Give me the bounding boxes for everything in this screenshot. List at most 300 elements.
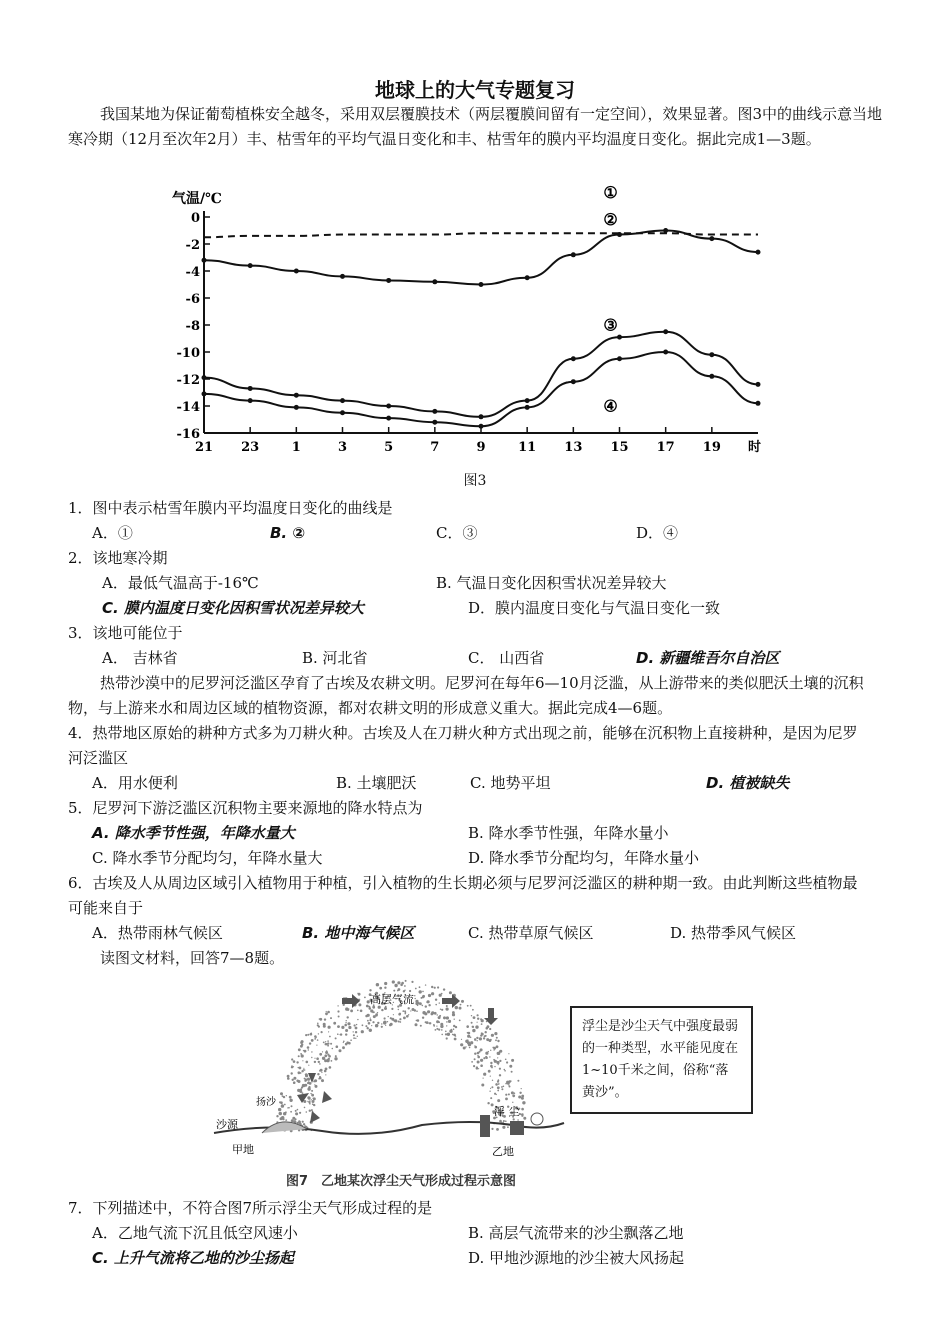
dust-particle [354,1024,356,1026]
series-label-3: ③ [603,315,618,335]
dust-particle [414,995,415,996]
x-unit-label: 时 [748,440,762,455]
dust-particle [410,1010,411,1011]
data-point [386,278,391,283]
dust-particle [446,1016,449,1019]
dust-particle [330,1017,332,1019]
dust-particle [521,1095,524,1098]
dust-particle [521,1108,524,1111]
dust-particle [276,1115,278,1117]
dust-particle [286,1095,287,1096]
q4-option-c: C. 地势平坦 [470,774,551,792]
dust-particle [311,1039,314,1042]
dust-particle [357,993,358,994]
dust-particle [483,1057,485,1059]
dust-particle [512,1102,513,1103]
dust-particle [299,1112,301,1114]
q3-option-b: B. 河北省 [302,649,368,667]
dust-particle [448,1020,451,1023]
series-label-2: ② [603,210,618,230]
dust-particle [333,1022,336,1025]
dust-particle [467,1039,469,1041]
dust-particle [480,1064,483,1067]
dust-particle [435,1029,437,1031]
dust-particle [434,987,436,989]
dust-particle [499,1068,501,1070]
dust-particle [440,1009,441,1010]
dust-particle [324,1070,327,1073]
dust-particle [446,1005,448,1007]
dust-particle [376,983,379,986]
dust-particle [399,1021,401,1023]
dust-particle [327,1054,329,1056]
dust-particle [497,1086,500,1089]
y-tick-label: -14 [176,400,200,415]
dust-particle [517,1119,519,1121]
data-point [617,356,622,361]
data-point [294,405,299,410]
dust-particle [508,1053,509,1054]
dust-particle [453,1028,455,1030]
dust-particle [499,1060,501,1062]
dust-particle [343,1041,345,1043]
dust-particle [390,1023,393,1026]
dust-particle [331,1060,333,1062]
dust-particle [345,1022,346,1023]
data-point [340,410,345,415]
dust-particle [471,1061,473,1063]
dust-particle [488,1051,489,1052]
dust-particle [314,1038,316,1040]
dust-particle [325,1074,326,1075]
dust-particle [362,1024,364,1026]
dust-particle [402,1010,404,1012]
data-point [294,393,299,398]
dust-particle [317,1024,319,1026]
q2-option-d: D．膜内温度日变化与气温日变化一致 [468,599,721,617]
dust-particle [404,1010,406,1012]
dust-particle [494,1032,497,1035]
dust-particle [350,1039,352,1041]
data-point [248,398,253,403]
dust-particle [307,1101,308,1102]
data-point [294,269,299,274]
dust-particle [293,1081,296,1084]
dust-particle [415,1023,418,1026]
dust-particle [491,1034,494,1037]
dust-particle [284,1104,286,1106]
dust-particle [317,1073,319,1075]
dust-particle [392,980,395,983]
dust-particle [314,1035,317,1038]
dust-particle [439,1002,440,1003]
q5-option-b: B. 降水季节性强，年降水量小 [468,824,669,842]
dust-particle [317,1023,319,1025]
dust-particle [298,1067,299,1068]
dust-particle [298,1055,300,1057]
y-tick-label: -8 [185,319,200,334]
q6-option-a: A．热带雨林气候区 [92,924,223,942]
dust-particle [422,1011,425,1014]
dust-particle [279,1112,281,1114]
dust-particle [428,994,431,997]
dust-particle [477,1014,479,1016]
dust-particle [342,1046,345,1049]
q7-option-d: D. 甲地沙源地的沙尘被大风扬起 [468,1249,685,1267]
dust-particle [409,990,411,992]
dust-particle [345,1043,348,1046]
dust-particle [492,1080,493,1081]
data-point [525,398,530,403]
dust-particle [490,1076,491,1077]
dust-particle [295,1112,298,1115]
dust-particle [295,1110,297,1112]
dust-particle [338,1016,340,1018]
dust-particle [431,992,434,995]
dust-particle [291,1119,294,1122]
dust-particle [332,1048,334,1050]
x-tick-label: 23 [241,440,260,455]
dust-particle [425,1021,427,1023]
dust-particle [290,1111,292,1113]
data-point [571,379,576,384]
question-1-stem: 1．图中表示枯雪年膜内平均温度日变化的曲线是 [68,499,393,517]
dust-particle [505,1094,507,1096]
dust-particle [459,1020,461,1022]
dust-particle [440,1023,443,1026]
dust-particle [493,1047,496,1050]
dust-particle [472,1009,474,1011]
page-title: 地球上的大气专题复习 [375,78,575,102]
dust-particle [327,1040,329,1042]
dust-particle [345,1007,348,1010]
dust-particle [365,1025,367,1027]
dust-particle [305,1034,307,1036]
dust-particle [301,1086,303,1088]
dust-particle [319,1076,321,1078]
dust-particle [496,1045,499,1048]
data-point [432,279,437,284]
dust-particle [477,1018,479,1020]
dust-particle [481,1032,483,1034]
dust-particle [420,1025,422,1027]
dust-particle [425,984,426,985]
q4-option-a: A．用水便利 [92,774,178,792]
dust-particle [477,1052,480,1055]
dust-particle [521,1113,523,1115]
dust-particle [493,1049,494,1050]
dust-particle [459,1007,462,1010]
dust-particle [501,1086,503,1088]
dust-particle [324,1018,326,1020]
dust-particle [408,1007,410,1009]
dust-particle [335,1037,337,1039]
x-tick-label: 1 [291,440,301,455]
dust-particle [422,991,424,993]
dust-particle [302,1060,303,1061]
dust-particle [358,1003,361,1006]
x-tick-label: 11 [518,440,537,455]
dust-particle [505,1120,507,1122]
dust-particle [329,1036,331,1038]
dust-particle [521,1088,522,1089]
dust-particle [411,981,413,983]
source-label: 沙源 [216,1118,238,1131]
dust-particle [401,982,404,985]
q5-option-c: C. 降水季节分配均匀，年降水量大 [92,849,323,867]
dust-particle [314,1061,316,1063]
dust-particle [436,1026,437,1027]
dust-particle [454,1038,457,1041]
x-tick-label: 5 [384,440,394,455]
dust-particle [452,1013,455,1016]
data-point [709,374,714,379]
dust-particle [398,1021,400,1023]
dust-particle [360,1010,363,1013]
dust-particle [502,1126,505,1129]
floating-dust-label: 浮 尘 [494,1105,520,1118]
dust-particle [488,1039,490,1041]
dust-particle [367,1027,369,1029]
upper-flow-label: 高层气流 [370,993,414,1006]
dust-particle [422,996,425,999]
dust-particle [311,1051,312,1052]
dust-particle [495,1083,498,1086]
dust-particle [311,1099,312,1100]
y-axis-label: 气温/℃ [172,191,222,207]
dust-particle [326,1050,327,1051]
data-point [709,236,714,241]
dust-particle [499,1074,501,1076]
data-point [432,409,437,414]
dust-particle [461,1000,464,1003]
dust-particle [287,1077,290,1080]
dust-particle [322,1057,325,1060]
x-tick-label: 19 [702,440,721,455]
dust-particle [418,1002,420,1004]
dust-particle [289,1099,292,1102]
q3-option-a: A． 吉林省 [102,649,178,667]
series-line-1 [204,233,758,237]
data-point [386,416,391,421]
dust-particle [495,1039,497,1041]
question-4-stem [68,721,868,771]
dust-particle [504,1069,506,1071]
dust-particle [508,1093,510,1095]
dust-particle [512,1094,515,1097]
dust-particle [519,1092,521,1094]
dust-particle [437,1014,438,1015]
dust-particle [435,1004,437,1006]
yi-label: 乙地 [492,1145,514,1158]
y-tick-label: -6 [185,292,200,307]
data-point [525,275,530,280]
dust-particle [353,1034,355,1036]
dust-particle [301,1040,304,1043]
dust-particle [343,1042,344,1043]
data-point [571,252,576,257]
dust-particle [403,1017,406,1020]
dust-particle [477,1061,480,1064]
dust-particle [399,1013,401,1015]
dust-particle [353,1037,355,1039]
dust-particle [384,1017,386,1019]
dust-particle [280,1117,283,1120]
dust-particle [319,1053,322,1056]
dust-particle [319,1063,321,1065]
dust-particle [293,1066,294,1067]
dust-particle [369,1029,372,1032]
dust-particle [312,1100,315,1103]
dust-particle [341,1026,344,1029]
dust-particle [303,1050,304,1051]
dust-particle [321,1031,323,1033]
dust-particle [298,1048,301,1051]
dust-particle [344,1024,347,1027]
dust-particle [384,982,387,985]
dust-particle [468,1035,470,1037]
dust-particle [304,1078,306,1080]
dust-particle [322,1051,323,1052]
dust-particle [483,1037,485,1039]
dust-particle [293,1060,296,1063]
dust-particle [485,1035,487,1037]
dust-particle [369,1019,371,1021]
x-tick-label: 7 [430,440,440,455]
dust-particle [306,1111,308,1113]
data-point [202,375,207,380]
dust-particle [490,1062,492,1064]
dust-particle [318,1033,319,1034]
dust-particle [293,1077,296,1080]
q5-option-a: A. 降水季节性强，年降水量大 [92,824,295,842]
data-point [756,250,761,255]
dust-particle [301,1070,303,1072]
dust-particle [367,1014,370,1017]
dust-particle [398,1009,399,1010]
dust-particle [291,1072,293,1074]
data-point [248,386,253,391]
dust-particle [474,1046,477,1049]
dust-particle [375,1024,378,1027]
dust-particle [491,1067,493,1069]
dust-particle [282,1095,284,1097]
dust-particle [479,1037,482,1040]
temperature-chart [170,185,770,470]
dust-particle [405,980,407,982]
dust-particle [327,1045,329,1047]
dust-particle [481,1084,484,1087]
dust-particle [472,1026,474,1028]
x-tick-label: 15 [610,440,629,455]
dust-particle [483,1073,486,1076]
y-tick-label: -16 [176,427,200,442]
data-point [479,282,484,287]
dust-particle [505,1059,507,1061]
dust-particle [325,1043,327,1045]
dust-particle [511,1071,513,1073]
data-point [202,258,207,263]
dust-particle [487,1025,490,1028]
dust-particle [321,1079,324,1082]
dust-particle [357,1036,358,1037]
dust-particle [326,1011,327,1012]
dust-particle [477,1040,478,1041]
dust-particle [489,1056,490,1057]
q2-option-c: C. 膜内温度日变化因积雪状况差异较大 [102,599,364,617]
dust-particle [292,1079,294,1081]
series-label-4: ④ [603,396,618,416]
dust-particle [378,1006,381,1009]
q4-option-b: B. 土壤肥沃 [336,774,417,792]
dust-particle [339,1049,342,1052]
dust-particle [485,1056,487,1058]
dust-particle [480,1048,483,1051]
intro-paragraph-1: 我国某地为保证葡萄植株安全越冬，采用双层覆膜技术（两层覆膜间留有一定空间），效果显著。图3中的曲线示意当地寒冷期（12月至次年2月）丰、枯雪年的平均气温日变化和丰、枯雪年的膜内平均温度日变化。据此完成1—3题。 [68,105,883,148]
dust-particle [469,1047,471,1049]
dust-particle [446,1037,448,1039]
dust-particle [337,1010,339,1012]
dust-particle [489,1028,491,1030]
q1-option-a: A．① [92,524,133,542]
dust-particle [427,1000,430,1003]
dust-particle [311,1109,313,1111]
q1-option-d: D．④ [636,524,679,542]
dust-particle [416,1020,418,1022]
dust-particle [393,1014,394,1015]
dust-particle [419,990,422,993]
dust-particle [340,1033,342,1035]
dust-particle [422,1017,424,1019]
dust-particle [441,993,443,995]
dust-particle [291,1105,293,1107]
dust-particle [497,1080,499,1082]
dust-particle [301,1054,304,1057]
dust-particle [499,1050,502,1053]
dust-particle [278,1108,281,1111]
dust-particle [296,1061,298,1063]
dust-particle [313,1097,316,1100]
dust-particle [490,1039,492,1041]
dust-particle [357,1019,358,1020]
dust-particle [443,1016,446,1019]
dust-particle [472,1029,475,1032]
dust-particle [494,1066,495,1067]
dust-particle [367,1020,369,1022]
dust-particle [427,1010,430,1013]
dust-particle [511,1059,514,1062]
raise-label: 扬沙 [256,1097,276,1108]
dust-particle [310,1093,311,1094]
dust-particle [309,1100,311,1102]
dust-particle [308,1086,310,1088]
dust-weather-diagram [212,973,572,1168]
dust-particle [307,1046,310,1049]
dust-particle [419,986,421,988]
dust-particle [487,1102,489,1104]
dust-particle [471,1022,473,1024]
dust-note-box: 浮尘是沙尘天气中强度最弱的一种类型，水平能见度在1~10千米之间，俗称“落黄沙”。 [570,1006,753,1114]
dust-particle [324,1054,327,1057]
dust-particle [391,1008,393,1010]
dust-particle [371,1025,372,1026]
dust-particle [477,1022,478,1023]
data-point [756,382,761,387]
dust-particle [445,1031,447,1033]
dust-particle [328,1031,329,1032]
dust-particle [300,1072,302,1074]
dust-particle [369,989,371,991]
